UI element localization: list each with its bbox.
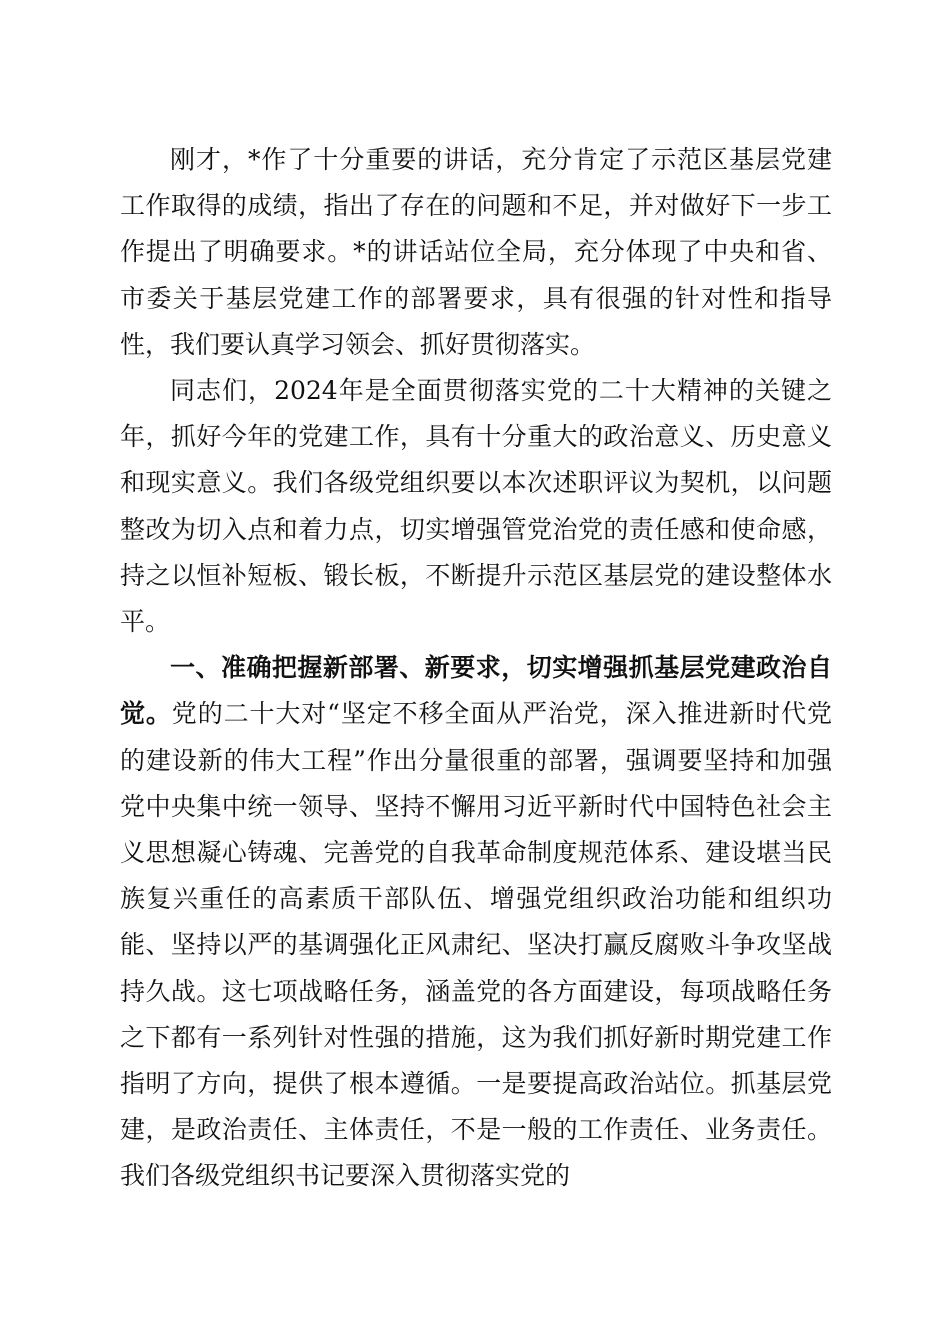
paragraph-text: 刚才，*作了十分重要的讲话，充分肯定了示范区基层党建工作取得的成绩，指出了存在的问题和不足，并对做好下一步工作提出了明确要求。*的讲话站位全局，充分体现了中央和省、市委关于基层党建工作的部署要求，具有很强的针对性和指导性，我们要认真学习领会、抓好贯彻落实。 (120, 145, 832, 359)
paragraph-text: 同志们，2024年是全面贯彻落实党的二十大精神的关键之年，抓好今年的党建工作，具有十分重大的政治意义、历史意义和现实意义。我们各级党组织要以本次述职评议为契机，以问题整改为切入点和着力点，切实增强管党治党的责任感和使命感，持之以恒补短板、锻长板，不断提升示范区基层党的建设整体水平。 (120, 376, 832, 637)
paragraph-section-one (120, 645, 832, 1199)
paragraph-opening (120, 137, 832, 368)
document-body (120, 137, 832, 1200)
paragraph-comrades (120, 368, 832, 645)
section-heading: 一、准确把握新部署、新要求，切实增强抓基层党建政治自觉。 (120, 653, 832, 729)
paragraph-text: 党的二十大对“坚定不移全面从严治党，深入推进新时代党的建设新的伟大工程”作出分量很重的部署，强调要坚持和加强党中央集中统一领导、坚持不懈用习近平新时代中国特色社会主义思想凝心铸魂、完善党的自我革命制度规范体系、建设堪当民族复兴重任的高素质干部队伍、增强党组织政治功能和组织功能、坚持以严的基调强化正风肃纪、坚决打赢反腐败斗争攻坚战持久战。这七项战略任务，涵盖党的各方面建设，每项战略任务之下都有一系列针对性强的措施，这为我们抓好新时期党建工作指明了方向，提供了根本遵循。一是要提高政治站位。抓基层党建，是政治责任、主体责任，不是一般的工作责任、业务责任。我们各级党组织书记要深入贯彻落实党的 (120, 699, 832, 1191)
